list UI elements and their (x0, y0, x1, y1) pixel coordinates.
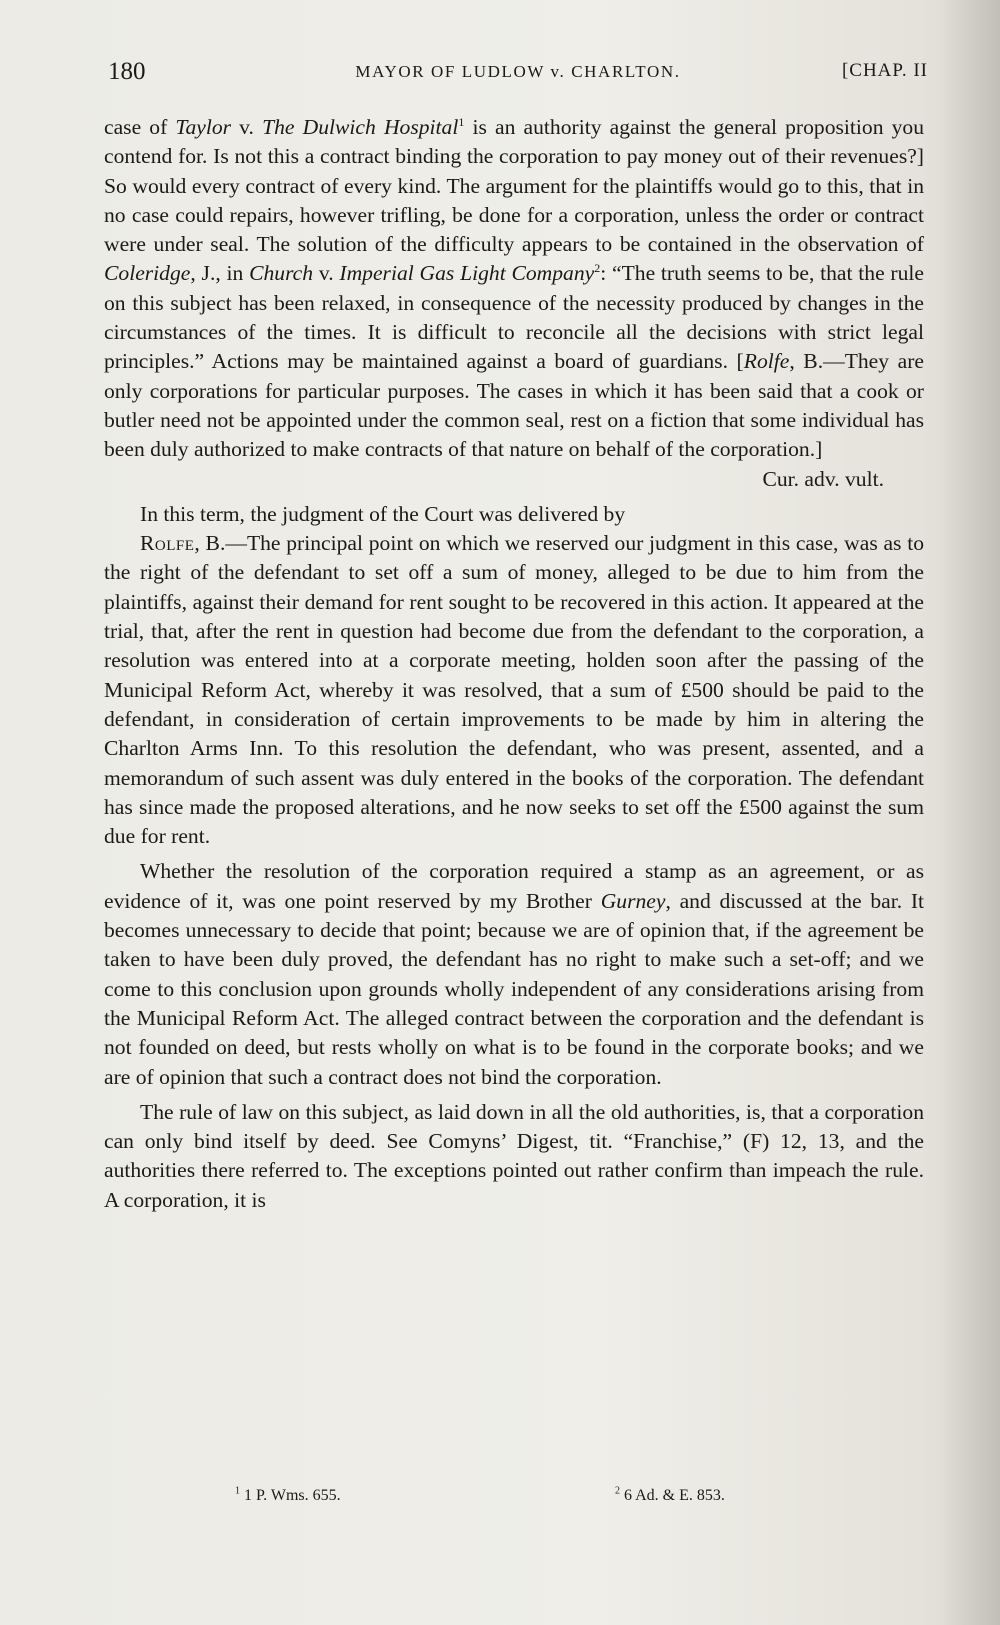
text-run: v. (231, 115, 263, 139)
footnote-mark: 1 (235, 1485, 240, 1497)
footnote-mark: 2 (615, 1485, 620, 1497)
text-run: case of (104, 115, 176, 139)
text-run: , B.—They are only corporations for particular purposes. The cases in which it has been said that a cook or butler need not be appointed under the common seal, rest on a fiction that some individual has been duly authorized to make contracts of that nature on behalf of the corporation.] (104, 349, 924, 462)
running-title: MAYOR OF LUDLOW v. CHARLTON. (355, 62, 681, 81)
text-run: v. (313, 261, 340, 286)
judge-name: Coleridge (104, 261, 191, 286)
footnotes (235, 1487, 855, 1511)
judge-name: Gurney (600, 888, 666, 913)
footnote-text: 6 Ad. & E. 853. (620, 1487, 725, 1504)
text-run: , J., in (190, 261, 250, 286)
footnote-2 (615, 1487, 725, 1505)
text-run: , and discussed at the bar. It becomes unnecessary to decide that point; because we are of opinion that, if the agreement be taken to have been duly proved, the defendant has no right to make such a set-off; and we come to this conclusion upon grounds wholly independent of any considerations arising from the Municipal Reform Act. The alleged contract between the corporation and the defendant is not founded on deed, but rests wholly on what is to be found in the corporate books; and we are of opinion that such a contract does not bind the corporation. (104, 888, 925, 1089)
footnote-ref: 2 (594, 261, 601, 276)
text-run: Whether the resolution of the corporation required a stamp as an agreement, or as evidence of it, was one point reserved by my Brother (104, 859, 924, 913)
judge-name: Rolfe (743, 349, 790, 374)
case-name: The Dulwich Hospital (262, 115, 459, 139)
running-head (108, 58, 928, 88)
paragraph-rule-of-law: The rule of law on this subject, as laid down in all the old authorities, is, that a corporation can only bind itself by deed. See Comyns’ Digest, tit. “Franchise,” (F) 12, 13, and the authorities there referred to. The exceptions pointed out rather confirm than impeach the rule. A corporation, it is (104, 1099, 924, 1212)
cur-adv-vult: Cur. adv. vult. (762, 466, 884, 491)
paragraph-argument (104, 113, 924, 465)
paragraph-stamp-question (104, 857, 924, 1091)
case-name: Church (249, 261, 314, 286)
judge-name: Rolfe (140, 531, 195, 556)
text-run: , B.—The principal point on which we reserved our judgment in this case, was as to the right of the defendant to set off a sum of money, alleged to be due to him from the plaintiffs, against their demand for rent sought to be recovered in this action. It appeared at the trial, that, after the rent in question had become due from the defendant to the corporation, a resolution was entered into at a corporate meeting, holden soon after the passing of the Municipal Reform Act, whereby it was resolved, that a sum of £500 should be paid to the defendant, in consideration of certain improvements to be made by him in altering the Charlton Arms Inn. To this resolution the defendant, who was present, assented, and a memorandum of such assent was duly entered in the books of the corporation. The defendant has since made the proposed alterations, and he now seeks to set off the £500 against the sum due for rent. (104, 531, 924, 849)
footnote-text: 1 P. Wms. 655. (240, 1487, 341, 1504)
paragraph-judgment-intro: In this term, the judgment of the Court was delivered by (140, 501, 626, 526)
case-name: Imperial Gas Light Company (339, 261, 595, 286)
paragraph-rolfe-judgment (104, 529, 924, 851)
text-run: : “The truth seems to be, that the rule on this subject has been relaxed, in consequence of the necessity produced by changes in the circumstances of the times. It is difficult to reconcile all the decisions with strict legal principles.” Actions may be maintained against a board of guardians. [ (104, 261, 924, 374)
case-name: Taylor (175, 115, 232, 139)
chapter-label: [CHAP. II (841, 60, 928, 81)
footnote-1 (235, 1487, 341, 1505)
footnote-ref: 1 (458, 114, 465, 129)
page-number: 180 (108, 58, 146, 85)
page-gutter-shadow (940, 0, 1000, 1625)
page-body (104, 113, 924, 1215)
text-run: is an authority against the general proposition you contend for. Is not this a contract binding the corporation to pay money out of their revenues?] So would every contract of every kind. The argument for the plaintiffs would go to this, that in no case could repairs, however trifling, be done for a corporation, unless the order or contract were under seal. The solution of the difficulty appears to be contained in the observation of (104, 115, 925, 257)
